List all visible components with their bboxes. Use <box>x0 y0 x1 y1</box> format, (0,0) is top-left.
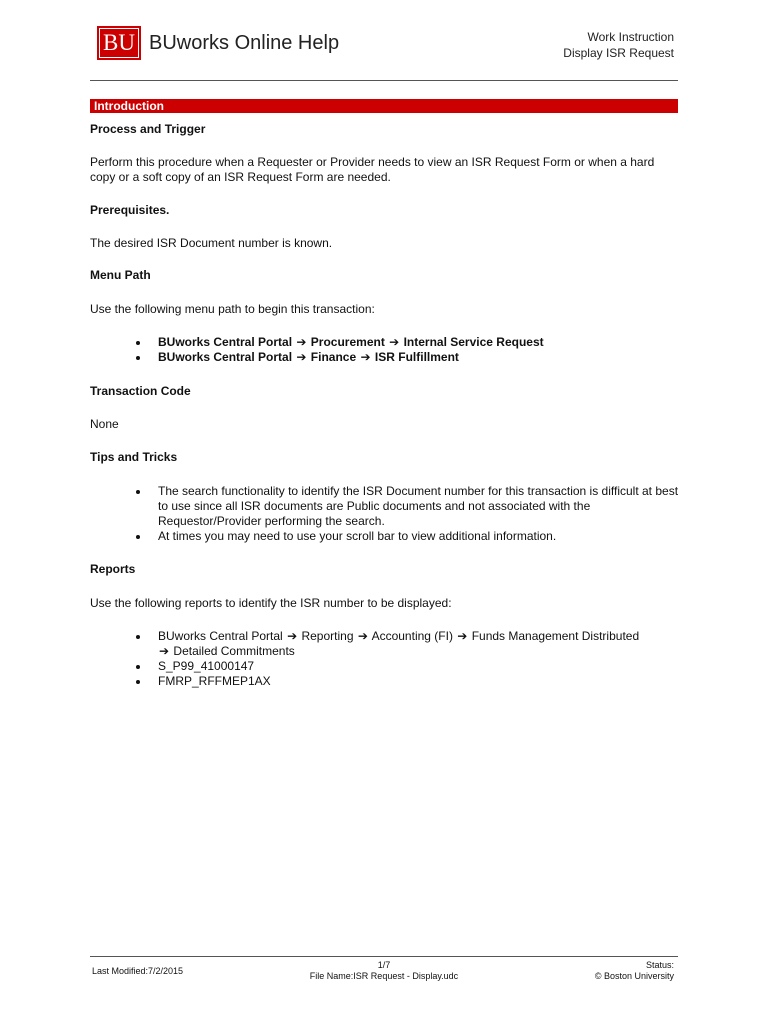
menu-path-intro: Use the following menu path to begin this transaction: <box>90 302 375 316</box>
reports-intro: Use the following reports to identify the ISR number to be displayed: <box>90 596 452 610</box>
heading-menu-path: Menu Path <box>90 268 151 282</box>
header-doc-info <box>563 29 674 61</box>
heading-process-trigger: Process and Trigger <box>90 122 206 136</box>
section-bar-label: Introduction <box>94 99 164 113</box>
transaction-code-text: None <box>90 417 119 431</box>
menu-path-item: BUworks Central Portal ➔ Finance ➔ ISR Fulfillment <box>90 350 680 365</box>
footer-divider <box>90 956 678 957</box>
footer-status <box>595 960 674 982</box>
doc-type: Work Instruction <box>587 30 674 44</box>
heading-prerequisites: Prerequisites. <box>90 203 170 217</box>
bu-logo: BU <box>97 26 141 60</box>
doc-title: Display ISR Request <box>563 46 674 60</box>
footer-status-label: Status: <box>645 960 674 970</box>
tips-item: At times you may need to use your scroll bar to view additional information. <box>90 529 680 544</box>
arrow-right-icon: ➔ <box>287 629 298 643</box>
arrow-right-icon: ➔ <box>457 629 468 643</box>
arrow-right-icon: ➔ <box>360 350 371 364</box>
menu-path-item: BUworks Central Portal ➔ Procurement ➔ Internal Service Request <box>90 335 680 350</box>
reports-item: FMRP_RFFMEP1AX <box>90 674 680 689</box>
heading-reports: Reports <box>90 562 136 576</box>
reports-list <box>90 629 680 689</box>
prerequisites-text: The desired ISR Document number is known. <box>90 236 333 250</box>
header-logo <box>97 26 339 60</box>
menu-path-list <box>90 335 680 365</box>
arrow-right-icon: ➔ <box>296 350 307 364</box>
footer-page-number: 1/7 <box>377 960 391 970</box>
process-trigger-text: Perform this procedure when a Requester or Provider needs to view an ISR Request Form or when a hard copy or a soft copy of an ISR Request Form are needed. <box>90 155 655 184</box>
site-name: BUworks Online Help <box>149 31 340 54</box>
heading-tips-tricks: Tips and Tricks <box>90 450 178 464</box>
arrow-right-icon: ➔ <box>389 335 400 349</box>
arrow-right-icon: ➔ <box>296 335 307 349</box>
footer-file-name: File Name:ISR Request - Display.udc <box>309 971 459 981</box>
arrow-right-icon: ➔ <box>357 629 368 643</box>
section-bar-introduction <box>90 99 678 113</box>
header-divider <box>90 80 678 81</box>
arrow-right-icon: ➔ <box>159 644 170 658</box>
tips-item: The search functionality to identify the ISR Document number for this transaction is difficult at best to use since all ISR documents are Public documents and not associated with the Requestor/Provider performing the search. <box>90 484 680 529</box>
tips-list <box>90 484 680 544</box>
heading-transaction-code: Transaction Code <box>90 384 191 398</box>
reports-item: S_P99_41000147 <box>90 659 680 674</box>
footer-last-modified: Last Modified:7/2/2015 <box>92 966 184 976</box>
footer-copyright: © Boston University <box>594 971 674 981</box>
reports-item: BUworks Central Portal ➔ Reporting ➔ Accounting (FI) ➔ Funds Management Distributed ➔ Detailed Commitments <box>90 629 680 659</box>
